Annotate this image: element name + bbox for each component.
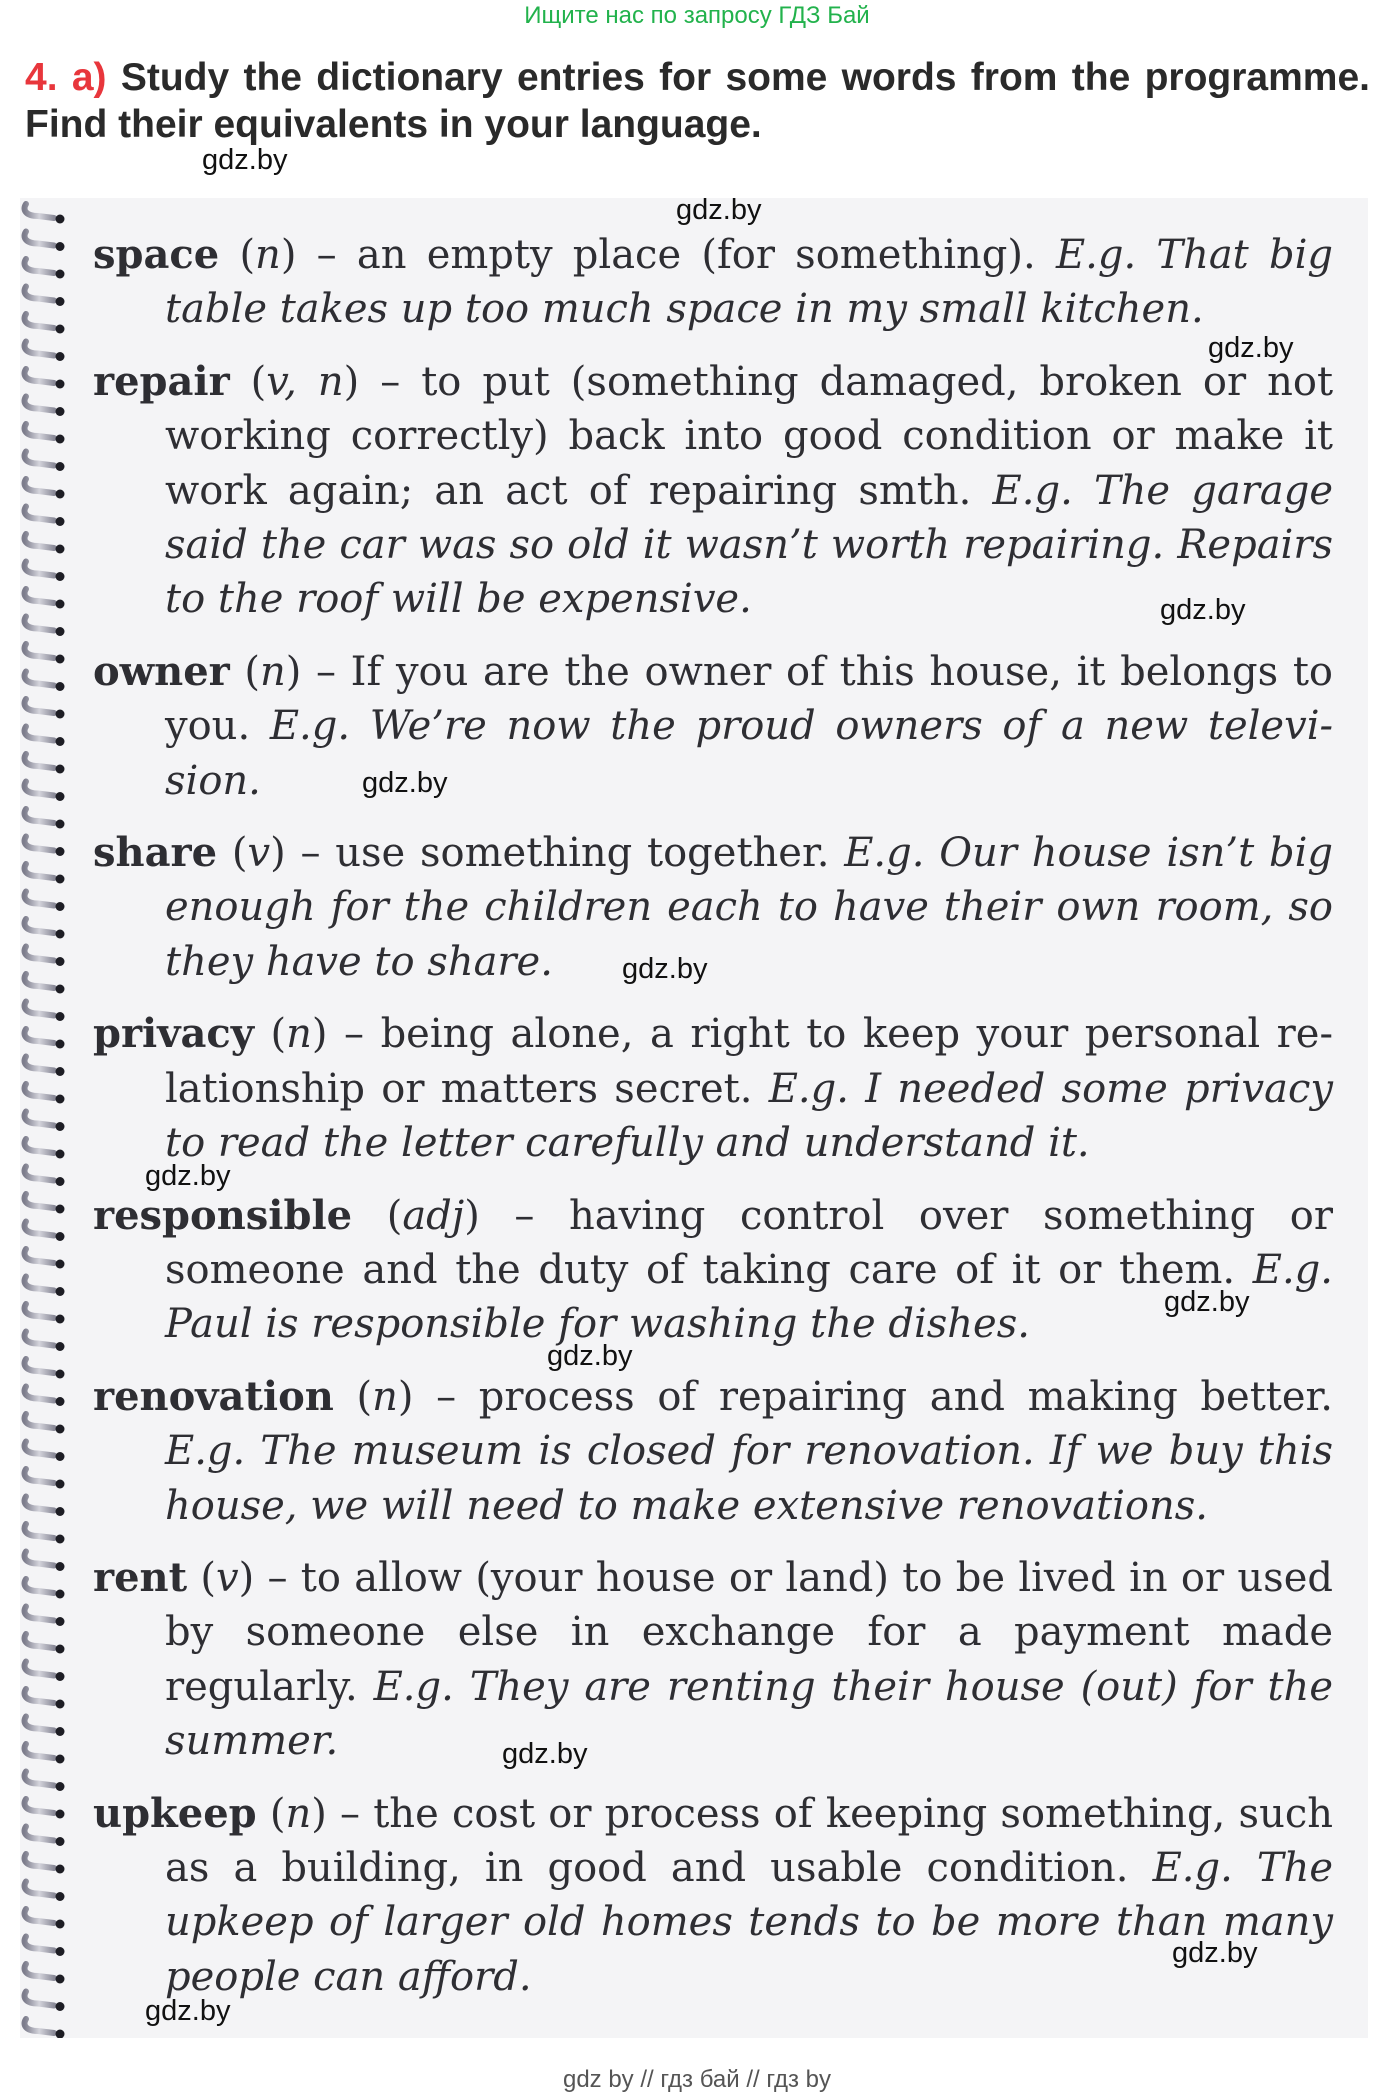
spiral-ring	[25, 1469, 55, 1483]
spiral-hole	[56, 1865, 65, 1874]
spiral-hole	[56, 1425, 65, 1434]
spiral-ring	[25, 1992, 55, 2006]
entry-definition: – process of repairing and making better.	[436, 1373, 1333, 1420]
spiral-hole	[56, 1397, 65, 1406]
entry-pos: v, n	[266, 358, 344, 405]
watermark: gdz.by	[362, 767, 448, 799]
spiral-hole	[56, 875, 65, 884]
spiral-hole	[56, 957, 65, 966]
entry-example: E.g. That big table takes up too much space in my small kitchen.	[165, 232, 1333, 333]
spiral-hole	[56, 325, 65, 334]
spiral-ring	[25, 1194, 55, 1208]
spiral-ring	[25, 1882, 55, 1896]
task-heading	[25, 54, 1370, 148]
entry-pos: adj	[402, 1192, 465, 1239]
footer: gdz by // гдз бай // гдз by	[562, 2066, 832, 2093]
spiral-ring	[25, 672, 55, 686]
entry-word: renovation	[93, 1372, 334, 1420]
entry-definition: – to allow (your house or land) to be lived in or used by someone else in exchange for a payment made regularly.	[165, 1554, 1333, 1710]
watermark: gdz.by	[502, 1738, 588, 1770]
spiral-hole	[56, 1672, 65, 1681]
spiral-hole	[56, 627, 65, 636]
spiral-hole	[56, 600, 65, 609]
entry-word: owner	[93, 647, 230, 695]
entry-pos: n	[259, 648, 286, 695]
spiral-hole	[56, 847, 65, 856]
spiral-hole	[56, 462, 65, 471]
spiral-hole	[56, 1810, 65, 1819]
spiral-ring	[25, 837, 55, 851]
spiral-hole	[56, 820, 65, 829]
spiral-hole	[56, 572, 65, 581]
spiral-hole	[56, 682, 65, 691]
spiral-hole	[56, 1370, 65, 1379]
spiral-hole	[56, 490, 65, 499]
spiral-hole	[56, 407, 65, 416]
spiral-ring	[25, 892, 55, 906]
spiral-hole	[56, 1727, 65, 1736]
entry-pos: n	[285, 1790, 312, 1837]
spiral-hole	[56, 1122, 65, 1131]
spiral-hole	[56, 1617, 65, 1626]
entry-responsible: responsible (adj) – having control over something or someone and the duty of taking care of it or them. E.g. Paul is responsible for washing the dishes.	[93, 1191, 1333, 1348]
spiral-ring	[25, 1359, 55, 1373]
spiral-hole	[56, 1837, 65, 1846]
spiral-ring	[25, 1772, 55, 1786]
spiral-hole	[56, 765, 65, 774]
entry-rent: rent (v) – to allow (your house or land) to be lived in or used by someone else in exchange for a payment made regularly. E.g. They are renting their house (out) for the summer.	[93, 1553, 1333, 1765]
spiral-hole	[56, 985, 65, 994]
entry-definition: – having control over something or someone and the duty of taking care of it or them.	[165, 1192, 1333, 1293]
spiral-ring	[25, 562, 55, 576]
spiral-ring	[25, 479, 55, 493]
spiral-ring	[25, 919, 55, 933]
task-number: 4. a)	[25, 56, 107, 99]
top-banner: Ищите нас по запросу ГДЗ Бай	[524, 2, 870, 29]
watermark: gdz.by	[676, 194, 762, 226]
spiral-hole	[56, 792, 65, 801]
spiral-hole	[56, 1342, 65, 1351]
spiral-ring	[25, 1579, 55, 1593]
entry-example: E.g. The museum is closed for renovation. If we buy this house, we will need to make extensive renovations.	[165, 1428, 1333, 1529]
spiral-ring	[25, 1799, 55, 1813]
spiral-ring	[25, 1414, 55, 1428]
spiral-hole	[56, 1067, 65, 1076]
spiral-ring	[25, 809, 55, 823]
spiral-hole	[56, 1892, 65, 1901]
spiral-ring	[25, 1552, 55, 1566]
spiral-hole	[56, 1782, 65, 1791]
spiral-hole	[56, 1177, 65, 1186]
entry-example: E.g. I needed some privacy to read the letter carefully and understand it.	[165, 1065, 1333, 1167]
spiral-ring	[25, 1002, 55, 1016]
spiral-ring	[25, 369, 55, 383]
spiral-hole	[56, 435, 65, 444]
spiral-hole	[56, 1260, 65, 1269]
entry-example: E.g. Our house isn’t big enough for the children each to have their own room, so they have to share.	[165, 830, 1333, 985]
spiral-ring	[25, 589, 55, 603]
spiral-ring	[25, 1524, 55, 1538]
spiral-hole	[56, 1535, 65, 1544]
spiral-hole	[56, 545, 65, 554]
watermark: gdz.by	[1208, 332, 1294, 364]
watermark: gdz.by	[1160, 594, 1246, 626]
spiral-hole	[56, 1150, 65, 1159]
spiral-ring	[25, 1744, 55, 1758]
spiral-ring	[25, 1964, 55, 1978]
entry-word: share	[93, 829, 218, 877]
watermark: gdz.by	[547, 1340, 633, 1372]
entry-space: space (n) – an empty place (for something). E.g. That big table takes up too much space in my small kitchen.	[93, 231, 1333, 333]
spiral-ring	[25, 1332, 55, 1346]
spiral-hole	[56, 1920, 65, 1929]
spiral-hole	[56, 1975, 65, 1984]
entry-privacy: privacy (n) – being alone, a right to keep your personal relationship or matters secret. E.g. I needed some privacy to read the letter carefully and understand it.	[93, 1010, 1333, 1167]
spiral-ring	[25, 1084, 55, 1098]
spiral-hole	[56, 1287, 65, 1296]
spiral-hole	[56, 380, 65, 389]
entry-upkeep: upkeep (n) – the cost or process of keeping something, such as a building, in good and usable condition. E.g. The upkeep of larger old homes tends to be more than many people can afford.	[93, 1789, 1334, 2000]
spiral-ring	[25, 1717, 55, 1731]
spiral-hole	[56, 517, 65, 526]
spiral-hole	[56, 930, 65, 939]
spiral-hole	[56, 297, 65, 306]
spiral-hole	[56, 902, 65, 911]
entry-word: privacy	[93, 1010, 254, 1058]
spiral-hole	[56, 1700, 65, 1709]
entry-example: E.g. The upkeep of larger old homes tends to be more than many people can afford.	[165, 1844, 1334, 2000]
spiral-ring	[25, 1112, 55, 1126]
spiral-ring	[25, 727, 55, 741]
spiral-ring	[25, 1827, 55, 1841]
spiral-hole	[56, 1590, 65, 1599]
entry-pos: v	[216, 1554, 239, 1601]
spiral-hole	[56, 352, 65, 361]
spiral-ring	[25, 1909, 55, 1923]
entry-word: repair	[93, 357, 230, 405]
spiral-ring	[25, 1634, 55, 1648]
entry-pos: n	[372, 1373, 398, 1420]
spiral-ring	[25, 314, 55, 328]
dictionary-entries	[93, 228, 1333, 2022]
spiral-hole	[56, 737, 65, 746]
entry-definition: – being alone, a right to keep your personal relationship or matters secret.	[165, 1011, 1333, 1112]
spiral-ring	[25, 1304, 55, 1318]
spiral-hole	[56, 1645, 65, 1654]
spiral-hole	[56, 1507, 65, 1516]
spiral-ring	[25, 1607, 55, 1621]
spiral-ring	[25, 754, 55, 768]
spiral-hole	[56, 1040, 65, 1049]
spiral-ring	[25, 947, 55, 961]
spiral-ring	[25, 1029, 55, 1043]
spiral-hole	[56, 1012, 65, 1021]
watermark: gdz.by	[145, 1995, 231, 2027]
spiral-hole	[56, 1755, 65, 1764]
watermark: gdz.by	[202, 144, 288, 176]
entry-pos: v	[247, 830, 271, 877]
spiral-hole	[56, 242, 65, 251]
entry-example: E.g. We’re now the proud owners of a new television.	[165, 703, 1334, 804]
entry-repair: repair (v, n) – to put (something damaged, broken or not working correctly) back into good condition or make it work again; an act of repairing smth. E.g. The garage said the car was so old it wasn’t worth repairing. Repairs to the roof will be expensive.	[93, 357, 1334, 623]
spiral-ring	[25, 1689, 55, 1703]
entry-word: responsible	[93, 1191, 353, 1239]
spiral-hole	[56, 1232, 65, 1241]
entry-definition: – use something together.	[300, 830, 845, 877]
spiral-ring	[25, 782, 55, 796]
spiral-ring	[25, 204, 55, 218]
spiral-ring	[25, 1442, 55, 1456]
watermark: gdz.by	[622, 953, 708, 985]
watermark: gdz.by	[1172, 1937, 1258, 1969]
spiral-ring	[25, 1167, 55, 1181]
entry-definition: – to put (something damaged, broken or not working correctly) back into good condition or make it work again; an act of repairing smth.	[165, 358, 1334, 514]
spiral-ring	[25, 424, 55, 438]
entry-definition: – If you are the owner of this house, it belongs to you.	[165, 648, 1333, 750]
entry-example: E.g. The garage said the car was so old it wasn’t worth repairing. Repairs to the roof will be expensive.	[165, 467, 1333, 623]
entry-word: upkeep	[93, 1789, 257, 1837]
spiral-hole	[56, 2002, 65, 2011]
spiral-ring	[25, 617, 55, 631]
spiral-ring	[25, 974, 55, 988]
spiral-hole	[56, 1562, 65, 1571]
entry-owner: owner (n) – If you are the owner of this house, it belongs to you. E.g. We’re now the proud owners of a new television.	[93, 647, 1334, 804]
spiral-ring	[25, 2019, 55, 2033]
spiral-ring	[25, 1387, 55, 1401]
spiral-ring	[25, 1222, 55, 1236]
spiral-hole	[56, 1480, 65, 1489]
entry-example: E.g. Paul is responsible for washing the dishes.	[165, 1246, 1333, 1348]
spiral-hole	[56, 1095, 65, 1104]
spiral-ring	[25, 1139, 55, 1153]
spiral-ring	[25, 1854, 55, 1868]
spiral-ring	[25, 1497, 55, 1511]
spiral-hole	[56, 215, 65, 224]
spiral-ring	[25, 232, 55, 246]
spiral-hole	[56, 2030, 65, 2039]
spiral-ring	[25, 1249, 55, 1263]
spiral-ring	[25, 699, 55, 713]
spiral-hole	[56, 1315, 65, 1324]
entry-pos: n	[286, 1011, 312, 1058]
entry-pos: n	[255, 232, 281, 278]
watermark: gdz.by	[1164, 1286, 1250, 1318]
entry-word: space	[93, 231, 220, 278]
spiral-ring	[25, 1937, 55, 1951]
spiral-ring	[25, 644, 55, 658]
spiral-ring	[25, 259, 55, 273]
entry-renovation: renovation (n) – process of repairing and making better. E.g. The museum is closed for renovation. If we buy this house, we will need to make extensive renovations.	[93, 1372, 1333, 1529]
spiral-ring	[25, 1277, 55, 1291]
spiral-ring	[25, 1057, 55, 1071]
entry-share: share (v) – use something together. E.g. Our house isn’t big enough for the children each to have their own room, so they have to share.	[93, 829, 1333, 985]
spiral-ring	[25, 287, 55, 301]
entry-definition: – an empty place (for something).	[316, 232, 1056, 278]
spiral-ring	[25, 452, 55, 466]
spiral-ring	[25, 507, 55, 521]
spiral-ring	[25, 342, 55, 356]
spiral-hole	[56, 655, 65, 664]
spiral-hole	[56, 1452, 65, 1461]
task-instruction: Study the dictionary entries for some words from the programme. Find their equivalents in your language.	[25, 56, 1370, 146]
entry-definition: – the cost or process of keeping something, such as a building, in good and usable condition.	[165, 1790, 1333, 1891]
entry-example: E.g. They are renting their house (out) for the summer.	[165, 1663, 1333, 1765]
watermark: gdz.by	[145, 1160, 231, 1192]
spiral-hole	[56, 270, 65, 279]
spiral-ring	[25, 397, 55, 411]
spiral-ring	[25, 864, 55, 878]
spiral-binding	[20, 198, 76, 2038]
spiral-hole	[56, 1205, 65, 1214]
spiral-ring	[25, 1662, 55, 1676]
spiral-hole	[56, 1947, 65, 1956]
spiral-ring	[25, 534, 55, 548]
spiral-hole	[56, 710, 65, 719]
entry-word: rent	[93, 1553, 188, 1601]
